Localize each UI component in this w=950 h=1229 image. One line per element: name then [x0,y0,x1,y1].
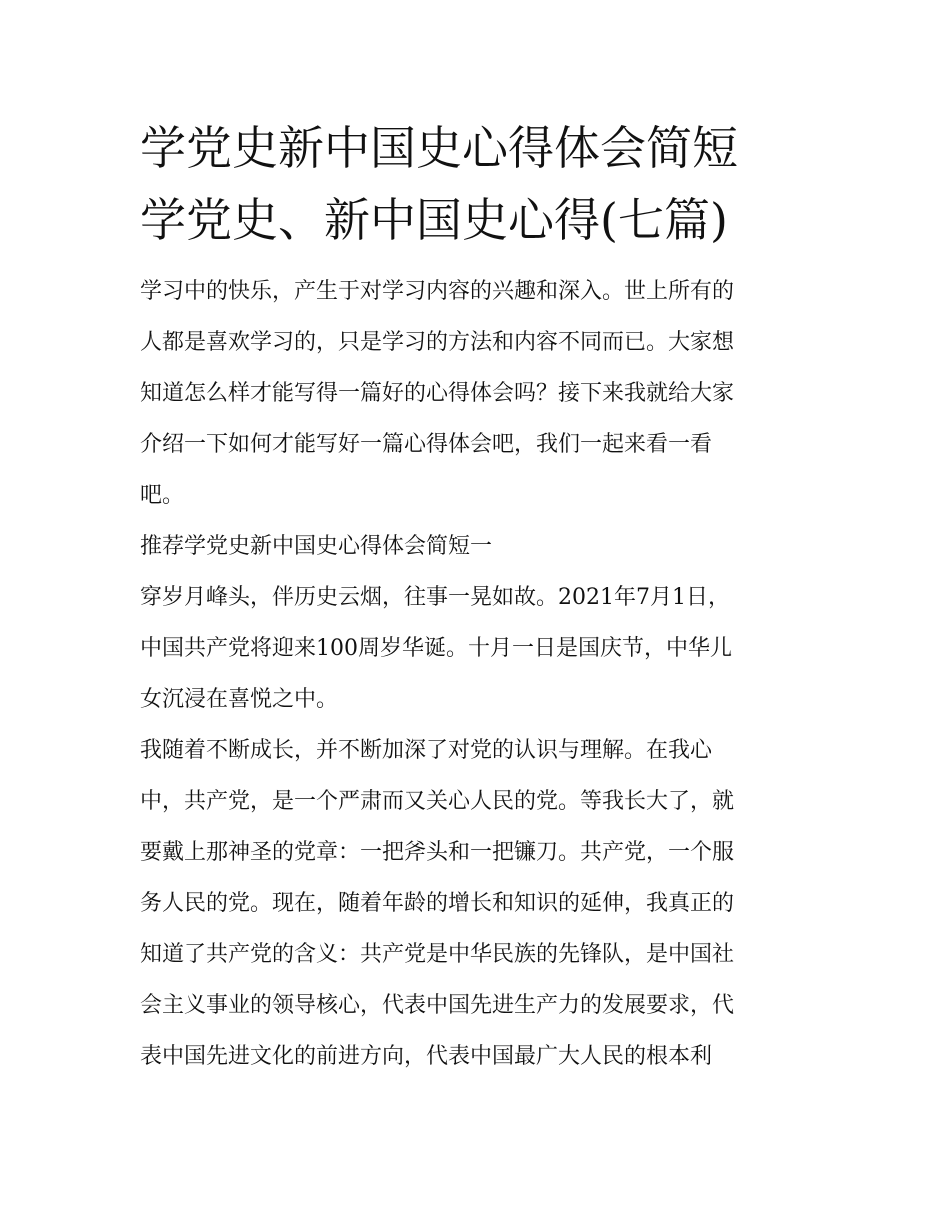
text-line: 会主义事业的领导核心，代表中国先进生产力的发展要求，代 [140,993,735,1018]
text-line: 女沉浸在喜悦之中。 [140,687,339,712]
intro-paragraph [140,266,812,521]
text-line: 表中国先进文化的前进方向，代表中国最广大人民的根本利 [140,1044,713,1069]
text-line: 中国共产党将迎来100周岁华诞。十月一日是国庆节，中华儿 [140,636,732,661]
section-heading [140,521,812,572]
text-line: 推荐学党史新中国史心得体会简短一 [140,534,493,559]
text-line: 知道怎么样才能写得一篇好的心得体会吗？接下来我就给大家 [140,381,735,406]
document-title-line-2: 学党史、新中国史心得(七篇) [140,193,728,247]
document-title-line-1: 学党史新中国史心得体会简短 [140,121,738,175]
text-line: 要戴上那神圣的党章：一把斧头和一把镰刀。共产党，一个服 [140,840,735,865]
text-line: 人都是喜欢学习的，只是学习的方法和内容不同而已。大家想 [140,330,735,355]
document-body [140,266,812,1082]
text-line: 中，共产党，是一个严肃而又关心人民的党。等我长大了，就 [140,789,735,814]
text-line: 务人民的党。现在，随着年龄的增长和知识的延伸，我真正的 [140,891,735,916]
paragraph-understanding [140,725,812,1082]
text-line: 吧。 [140,483,185,508]
text-line: 我随着不断成长，并不断加深了对党的认识与理解。在我心 [140,738,713,763]
paragraph-anniversary [140,572,812,725]
text-line: 学习中的快乐，产生于对学习内容的兴趣和深入。世上所有的 [140,279,735,304]
text-line: 知道了共产党的含义：共产党是中华民族的先锋队，是中国社 [140,942,735,967]
text-line: 介绍一下如何才能写好一篇心得体会吧，我们一起来看一看 [140,432,713,457]
document-page [140,112,812,1082]
text-line: 穿岁月峰头，伴历史云烟，往事一晃如故。2021年7月1日， [140,585,730,610]
